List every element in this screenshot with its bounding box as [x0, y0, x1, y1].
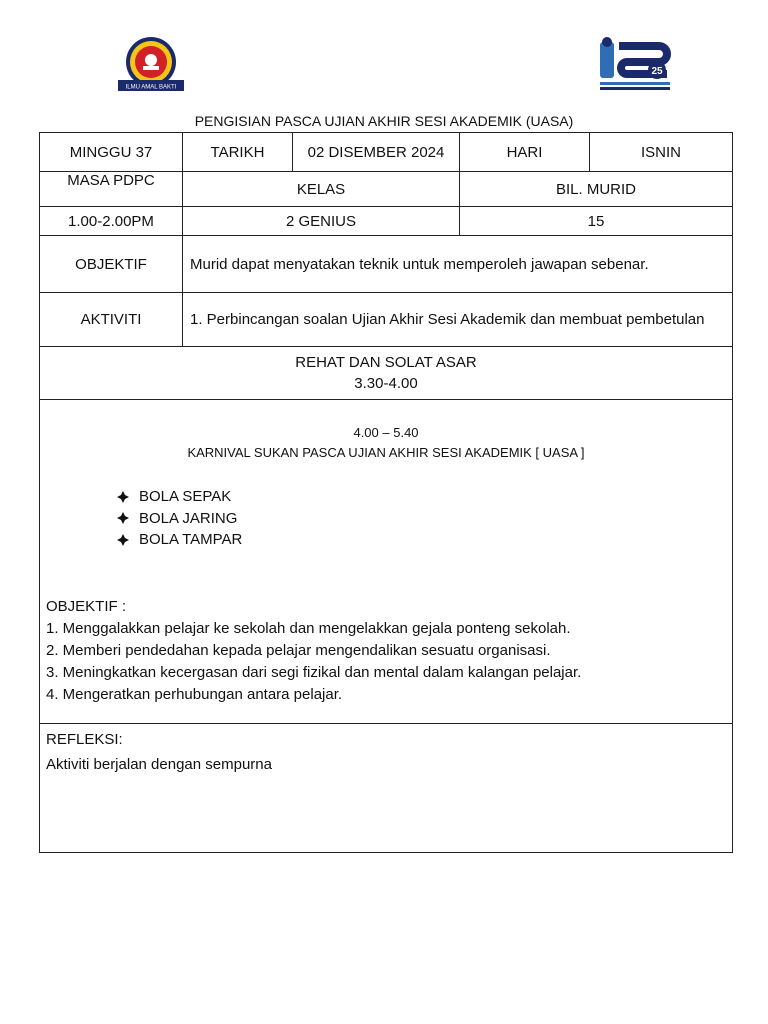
list-item: [117, 508, 732, 530]
logo-motto-text: ILMU AMAL BAKTI: [125, 84, 177, 91]
objektif-item: 2. Memberi pendedahan kepada pelajar mengendalikan sesuatu organisasi.: [46, 641, 551, 659]
refleksi-text: Aktiviti berjalan dengan sempurna: [46, 756, 272, 773]
list-item: [117, 529, 732, 551]
diamond-bullet-icon: [117, 491, 129, 503]
refleksi-cell: [40, 724, 733, 853]
objektif-item: 1. Menggalakkan pelajar ke sekolah dan mengelakkan gejala ponteng sekolah.: [46, 619, 571, 637]
bil-murid-label: BIL. MURID: [460, 172, 733, 207]
anniversary-logo: [597, 36, 673, 94]
objektif-item: 4. Mengeratkan perhubungan antara pelajar.: [46, 685, 343, 703]
masa-value: 1.00-2.00PM: [40, 207, 183, 236]
school-crest-logo: [114, 36, 188, 94]
rehat-time: 3.30-4.00: [354, 375, 418, 392]
diamond-bullet-icon: [117, 534, 129, 546]
kelas-value: 2 GENIUS: [183, 207, 460, 236]
rehat-cell: [40, 347, 733, 400]
masa-label: MASA PDPC: [40, 172, 183, 207]
karnival-objektif: [46, 596, 732, 706]
objektif-label: OBJEKTIF: [40, 236, 183, 293]
objektif-text: Murid dapat menyatakan teknik untuk memperoleh jawapan sebenar.: [183, 236, 733, 293]
aktiviti-text: 1. Perbincangan soalan Ujian Akhir Sesi Akademik dan membuat pembetulan: [183, 293, 733, 347]
diamond-bullet-icon: [117, 512, 129, 524]
hari-label: HARI: [460, 133, 590, 172]
document-title: PENGISIAN PASCA UJIAN AKHIR SESI AKADEMIK (UASA): [194, 113, 574, 129]
refleksi-label: REFLEKSI:: [46, 731, 123, 748]
kelas-label: KELAS: [183, 172, 460, 207]
minggu-cell: MINGGU 37: [40, 133, 183, 172]
tarikh-value: 02 DISEMBER 2024: [293, 133, 460, 172]
sport-label: BOLA SEPAK: [139, 488, 232, 505]
aktiviti-label: AKTIVITI: [40, 293, 183, 347]
bil-murid-value: 15: [460, 207, 733, 236]
hari-value: ISNIN: [590, 133, 733, 172]
sports-list: [40, 486, 732, 551]
objektif-item: 3. Meningkatkan kecergasan dari segi fizikal dan mental dalam kalangan pelajar.: [46, 663, 582, 681]
list-item: [117, 486, 732, 508]
logo-number-text: 25: [651, 66, 663, 77]
sport-label: BOLA TAMPAR: [139, 531, 243, 548]
karnival-title: KARNIVAL SUKAN PASCA UJIAN AKHIR SESI AKADEMIK [ UASA ]: [187, 445, 585, 460]
karnival-time: 4.00 – 5.40: [353, 425, 419, 440]
karnival-cell: [40, 400, 733, 724]
sport-label: BOLA JARING: [139, 509, 238, 527]
karnival-objektif-label: OBJEKTIF :: [46, 597, 127, 615]
rehat-title: REHAT DAN SOLAT ASAR: [295, 354, 477, 371]
report-table: [39, 132, 733, 853]
tarikh-label: TARIKH: [183, 133, 293, 172]
